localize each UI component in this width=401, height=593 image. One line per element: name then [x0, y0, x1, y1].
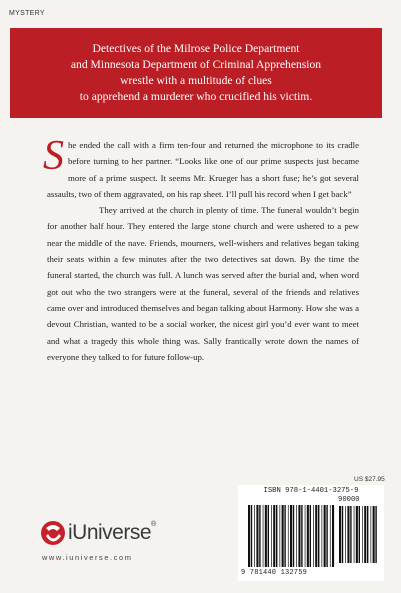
blurb-text	[71, 41, 321, 105]
book-excerpt	[43, 133, 359, 365]
blurb-line: to apprehend a murderer who crucified his victim.	[79, 90, 313, 103]
publisher-website: www.iuniverse.com	[42, 553, 133, 562]
publisher-logo	[40, 520, 156, 546]
barcode	[238, 485, 384, 581]
genre-label: MYSTERY	[9, 10, 45, 17]
drop-cap: S	[43, 133, 64, 179]
ean-digits: 9 781440 132759	[241, 569, 308, 577]
publisher-name: iUniverse®	[68, 521, 156, 544]
barcode-bars-icon	[238, 485, 384, 581]
blurb-line: wrestle with a multitude of clues	[120, 74, 272, 87]
iuniverse-swirl-icon	[40, 520, 66, 546]
excerpt-paragraph-1	[43, 133, 359, 202]
addon-digits: 90000	[338, 496, 360, 504]
excerpt-paragraph-1-text: he ended the call with a firm ten-four and returned the microphone to its cradle before turning to her partner. “Looks like one of our prime suspects just became more of a prime suspect. It seems Mr. Krueger has a short fuse; he’s got several assaults, two of them aggravated, on his rap sheet. I’ll pull his record when I get back”	[47, 140, 359, 199]
blurb-banner	[10, 28, 382, 118]
isbn-text: ISBN 978-1-4401-3275-9	[263, 487, 359, 495]
price-label: US $27.95	[354, 476, 385, 483]
blurb-line: Detectives of the Milrose Police Department	[92, 42, 300, 55]
blurb-line: and Minnesota Department of Criminal Apprehension	[70, 58, 322, 71]
excerpt-paragraph-2: They arrived at the church in plenty of time. The funeral wouldn’t begin for another half hour. They entered the large stone church and were ushered to a pew near the middle of the nave. Friends, mourners, well-wishers and relatives began taking their seats within a few minutes after the two detectives sat down. By the time the funeral started, the church was full. A lunch was served after the burial and, when word got out who the two strangers were at the funeral, several of the friends and relatives came over and introduced themselves and began talking about Harmony. How she was a devout Christian, wanted to be a social worker, the nicest girl you’d ever want to meet and what a tragedy this whole thing was. Sally frantically wrote down the names of everyone they talked to for future follow-up.	[47, 205, 359, 362]
